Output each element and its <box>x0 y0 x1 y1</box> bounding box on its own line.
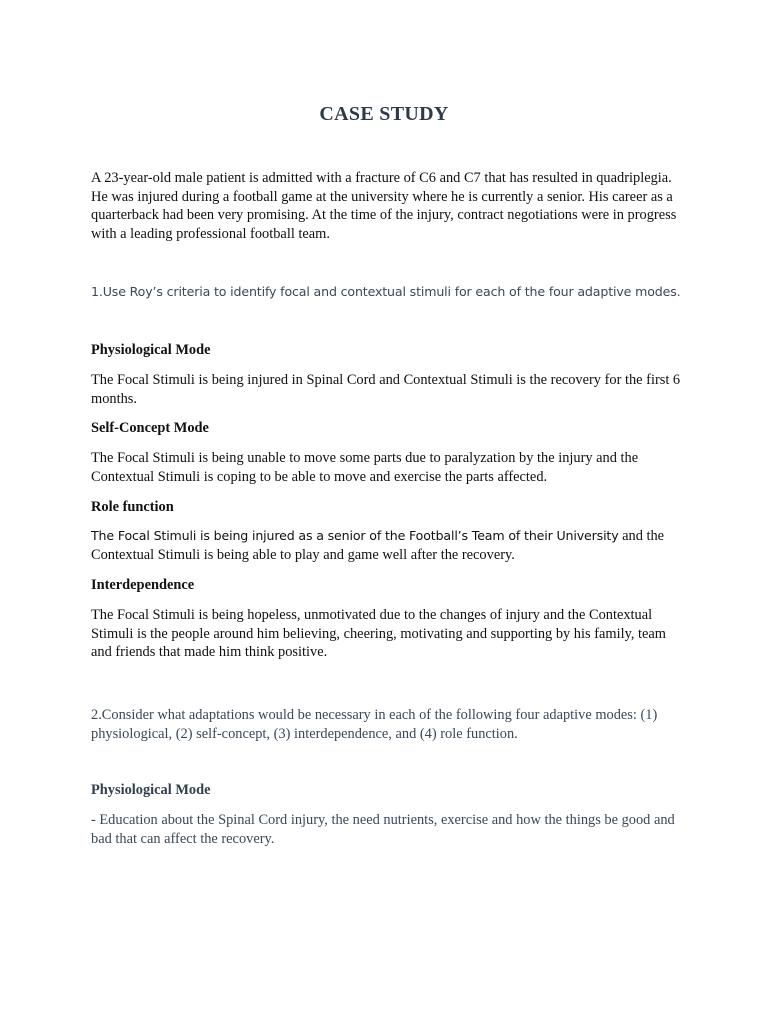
question-1: 1.Use Roy’s criteria to identify focal and contextual stimuli for each of the four adaptive modes. <box>91 284 681 299</box>
role-function-text <box>91 527 681 564</box>
interdependence-heading: Interdependence <box>91 577 195 593</box>
case-intro-paragraph: A 23-year-old male patient is admitted with a fracture of C6 and C7 that has resulted in quadriplegia. He was injured during a football game at the university where he is currently a senior. His career as a quarterback had been very promising. At the time of the injury, contract negotiations were in progress with a leading professional football team. <box>91 170 677 242</box>
physiological-mode-heading: Physiological Mode <box>91 342 211 358</box>
physiological-mode-text: The Focal Stimuli is being injured in Spinal Cord and Contextual Stimuli is the recovery for the first 6 months. <box>91 372 681 407</box>
role-function-heading: Role function <box>91 499 174 515</box>
physiological-mode-adaptation-text: - Education about the Spinal Cord injury, the need nutrients, exercise and how the things be good and bad that can affect the recovery. <box>91 812 675 847</box>
role-function-text-rest: and the Contextual Stimuli is being able to play and game well after the recovery. <box>91 528 665 563</box>
interdependence-text: The Focal Stimuli is being hopeless, unmotivated due to the changes of injury and the Contextual Stimuli is the people around him believing, cheering, motivating and supporting by his family, team and friends that made him think positive. <box>91 607 666 660</box>
role-function-text-first: The Focal Stimuli is being injured as a senior of the Football’s Team of their University <box>91 528 619 543</box>
question-2: 2.Consider what adaptations would be necessary in each of the following four adaptive modes: (1) physiological, (2) self-concept, (3) interdependence, and (4) role function. <box>91 707 658 742</box>
self-concept-mode-text: The Focal Stimuli is being unable to move some parts due to paralyzation by the injury and the Contextual Stimuli is coping to be able to move and exercise the parts affected. <box>91 450 639 485</box>
physiological-mode-adaptation-heading: Physiological Mode <box>91 782 211 798</box>
document-title: CASE STUDY <box>319 103 449 125</box>
self-concept-mode-heading: Self-Concept Mode <box>91 420 209 436</box>
